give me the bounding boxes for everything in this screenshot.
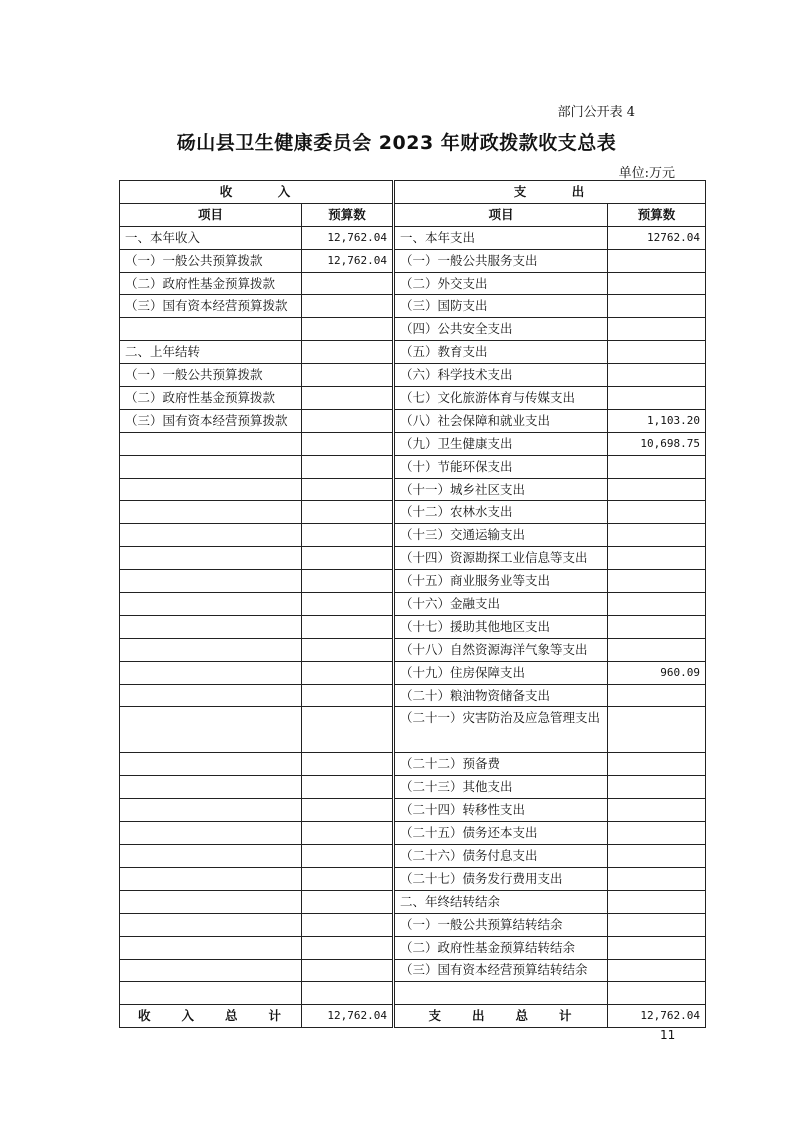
- expense-item-cell: （十五）商业服务业等支出: [394, 570, 608, 593]
- income-value-cell: [302, 845, 394, 868]
- table-row: [120, 387, 706, 410]
- income-value-cell: [302, 478, 394, 501]
- income-value-cell: [302, 409, 394, 432]
- income-value-cell: [302, 547, 394, 570]
- table-row: [120, 226, 706, 249]
- expense-value-cell: [608, 753, 706, 776]
- page-title: 砀山县卫生健康委员会 2023 年财政拨款收支总表: [176, 132, 617, 154]
- income-item-cell: [120, 822, 302, 845]
- expense-item-cell: [394, 982, 608, 1005]
- income-value-cell: [302, 570, 394, 593]
- expense-item-cell: （一）一般公共预算结转结余: [394, 913, 608, 936]
- income-value-cell: [302, 822, 394, 845]
- table-body: [120, 226, 706, 1005]
- expense-value-cell: [608, 455, 706, 478]
- income-value-cell: 12,762.04: [302, 226, 394, 249]
- expense-item-header: 项目: [394, 203, 608, 226]
- income-item-cell: [120, 776, 302, 799]
- expense-value-cell: [608, 547, 706, 570]
- expense-value-cell: [608, 936, 706, 959]
- income-item-cell: （二）政府性基金预算拨款: [120, 387, 302, 410]
- expense-value-cell: [608, 272, 706, 295]
- income-value-cell: [302, 867, 394, 890]
- expense-value-cell: [608, 249, 706, 272]
- income-value-cell: [302, 776, 394, 799]
- budget-table: [119, 180, 706, 1028]
- expense-item-cell: （十七）援助其他地区支出: [394, 615, 608, 638]
- table-row: [120, 845, 706, 868]
- table-row: [120, 570, 706, 593]
- expense-value-cell: [608, 799, 706, 822]
- income-value-cell: [302, 341, 394, 364]
- expense-section-header: 支 出: [394, 181, 706, 204]
- income-item-cell: （二）政府性基金预算拨款: [120, 272, 302, 295]
- table-row: [120, 364, 706, 387]
- income-item-cell: （一）一般公共预算拨款: [120, 249, 302, 272]
- income-value-cell: [302, 890, 394, 913]
- table-row: [120, 867, 706, 890]
- table-row: [120, 432, 706, 455]
- income-value-cell: [302, 707, 394, 753]
- income-item-cell: [120, 684, 302, 707]
- income-item-cell: [120, 959, 302, 982]
- table-row: [120, 547, 706, 570]
- income-item-cell: [120, 478, 302, 501]
- table-row: [120, 341, 706, 364]
- income-item-cell: [120, 982, 302, 1005]
- income-value-cell: [302, 936, 394, 959]
- income-item-cell: 一、本年收入: [120, 226, 302, 249]
- expense-item-cell: 一、本年支出: [394, 226, 608, 249]
- income-value-cell: [302, 387, 394, 410]
- income-value-cell: [302, 524, 394, 547]
- income-item-cell: [120, 455, 302, 478]
- expense-value-cell: [608, 318, 706, 341]
- table-row: [120, 799, 706, 822]
- table-row: [120, 661, 706, 684]
- expense-value-cell: 960.09: [608, 661, 706, 684]
- expense-item-cell: （十三）交通运输支出: [394, 524, 608, 547]
- income-total-value: 12,762.04: [302, 1005, 394, 1028]
- table-row: [120, 272, 706, 295]
- table-row: [120, 890, 706, 913]
- expense-value-cell: [608, 890, 706, 913]
- income-item-cell: [120, 707, 302, 753]
- income-value-cell: [302, 799, 394, 822]
- expense-item-cell: （六）科学技术支出: [394, 364, 608, 387]
- income-value-cell: [302, 959, 394, 982]
- income-value-cell: [302, 753, 394, 776]
- table-row: [120, 913, 706, 936]
- table-row: [120, 776, 706, 799]
- table-row: [120, 295, 706, 318]
- income-value-cell: [302, 661, 394, 684]
- table-row: [120, 638, 706, 661]
- expense-value-cell: [608, 982, 706, 1005]
- expense-value-cell: [608, 684, 706, 707]
- income-item-cell: （三）国有资本经营预算拨款: [120, 295, 302, 318]
- expense-item-cell: （十八）自然资源海洋气象等支出: [394, 638, 608, 661]
- expense-budget-header: 预算数: [608, 203, 706, 226]
- income-value-cell: [302, 913, 394, 936]
- expense-value-cell: [608, 478, 706, 501]
- expense-item-cell: （十四）资源勘探工业信息等支出: [394, 547, 608, 570]
- income-item-cell: [120, 593, 302, 616]
- income-value-cell: [302, 615, 394, 638]
- expense-item-cell: （一）一般公共服务支出: [394, 249, 608, 272]
- expense-item-cell: （五）教育支出: [394, 341, 608, 364]
- income-item-cell: [120, 661, 302, 684]
- income-value-cell: [302, 593, 394, 616]
- table-row: [120, 936, 706, 959]
- income-item-cell: [120, 615, 302, 638]
- income-value-cell: [302, 638, 394, 661]
- expense-value-cell: [608, 707, 706, 753]
- income-item-cell: [120, 799, 302, 822]
- expense-item-cell: （三）国防支出: [394, 295, 608, 318]
- expense-value-cell: [608, 845, 706, 868]
- unit-label: 单位:万元: [618, 166, 675, 181]
- expense-item-cell: （二）政府性基金预算结转结余: [394, 936, 608, 959]
- expense-value-cell: [608, 776, 706, 799]
- expense-value-cell: [608, 593, 706, 616]
- table-row: [120, 684, 706, 707]
- expense-value-cell: [608, 341, 706, 364]
- expense-item-cell: （九）卫生健康支出: [394, 432, 608, 455]
- table-row: [120, 249, 706, 272]
- expense-item-cell: （二十六）债务付息支出: [394, 845, 608, 868]
- income-item-cell: [120, 890, 302, 913]
- expense-item-cell: （二）外交支出: [394, 272, 608, 295]
- expense-value-cell: [608, 822, 706, 845]
- expense-item-cell: （十九）住房保障支出: [394, 661, 608, 684]
- table-row: [120, 593, 706, 616]
- expense-item-cell: （三）国有资本经营预算结转结余: [394, 959, 608, 982]
- table-row: [120, 318, 706, 341]
- form-number: 部门公开表 4: [557, 105, 635, 120]
- expense-item-cell: （四）公共安全支出: [394, 318, 608, 341]
- expense-value-cell: 10,698.75: [608, 432, 706, 455]
- table-row: [120, 822, 706, 845]
- expense-item-cell: （八）社会保障和就业支出: [394, 409, 608, 432]
- expense-item-cell: （二十七）债务发行费用支出: [394, 867, 608, 890]
- income-item-cell: [120, 570, 302, 593]
- expense-value-cell: [608, 501, 706, 524]
- expense-item-cell: （二十二）预备费: [394, 753, 608, 776]
- expense-item-cell: （十六）金融支出: [394, 593, 608, 616]
- expense-value-cell: [608, 867, 706, 890]
- expense-value-cell: [608, 524, 706, 547]
- income-value-cell: [302, 501, 394, 524]
- income-item-cell: [120, 845, 302, 868]
- income-item-cell: [120, 867, 302, 890]
- expense-value-cell: [608, 913, 706, 936]
- expense-item-cell: （十二）农林水支出: [394, 501, 608, 524]
- income-item-cell: [120, 753, 302, 776]
- expense-item-cell: （二十三）其他支出: [394, 776, 608, 799]
- income-item-cell: [120, 547, 302, 570]
- income-item-cell: [120, 432, 302, 455]
- expense-value-cell: [608, 615, 706, 638]
- table-row: [120, 455, 706, 478]
- page-number: 11: [660, 1028, 676, 1042]
- income-section-header: 收 入: [120, 181, 394, 204]
- income-value-cell: [302, 455, 394, 478]
- income-value-cell: [302, 295, 394, 318]
- income-item-cell: （一）一般公共预算拨款: [120, 364, 302, 387]
- expense-value-cell: [608, 570, 706, 593]
- table-row: [120, 501, 706, 524]
- expense-item-cell: （二十一）灾害防治及应急管理支出: [394, 707, 608, 753]
- expense-value-cell: 12762.04: [608, 226, 706, 249]
- income-value-cell: [302, 364, 394, 387]
- expense-item-cell: （十）节能环保支出: [394, 455, 608, 478]
- expense-value-cell: 1,103.20: [608, 409, 706, 432]
- income-budget-header: 预算数: [302, 203, 394, 226]
- expense-item-cell: （二十）粮油物资储备支出: [394, 684, 608, 707]
- table-row: [120, 478, 706, 501]
- expense-total-value: 12,762.04: [608, 1005, 706, 1028]
- expense-item-cell: （二十四）转移性支出: [394, 799, 608, 822]
- expense-value-cell: [608, 959, 706, 982]
- income-item-cell: 二、上年结转: [120, 341, 302, 364]
- income-value-cell: [302, 272, 394, 295]
- column-header-row: [120, 203, 706, 226]
- expense-value-cell: [608, 387, 706, 410]
- income-item-cell: [120, 524, 302, 547]
- section-header-row: [120, 181, 706, 204]
- expense-value-cell: [608, 295, 706, 318]
- income-value-cell: 12,762.04: [302, 249, 394, 272]
- income-item-cell: [120, 638, 302, 661]
- income-item-cell: [120, 936, 302, 959]
- income-item-cell: [120, 318, 302, 341]
- expense-total-label: 支 出 总 计: [394, 1005, 608, 1028]
- table-row: [120, 707, 706, 753]
- income-item-cell: [120, 913, 302, 936]
- table-row: [120, 524, 706, 547]
- income-total-label: 收 入 总 计: [120, 1005, 302, 1028]
- income-value-cell: [302, 318, 394, 341]
- table-row: [120, 615, 706, 638]
- expense-value-cell: [608, 364, 706, 387]
- expense-item-cell: （十一）城乡社区支出: [394, 478, 608, 501]
- table-row: [120, 753, 706, 776]
- expense-item-cell: （七）文化旅游体育与传媒支出: [394, 387, 608, 410]
- income-item-header: 项目: [120, 203, 302, 226]
- income-item-cell: （三）国有资本经营预算拨款: [120, 409, 302, 432]
- expense-item-cell: （二十五）债务还本支出: [394, 822, 608, 845]
- total-row: [120, 1005, 706, 1028]
- income-item-cell: [120, 501, 302, 524]
- income-value-cell: [302, 982, 394, 1005]
- table-row: [120, 982, 706, 1005]
- income-value-cell: [302, 432, 394, 455]
- table-row: [120, 959, 706, 982]
- income-value-cell: [302, 684, 394, 707]
- expense-item-cell: 二、年终结转结余: [394, 890, 608, 913]
- table-row: [120, 409, 706, 432]
- expense-value-cell: [608, 638, 706, 661]
